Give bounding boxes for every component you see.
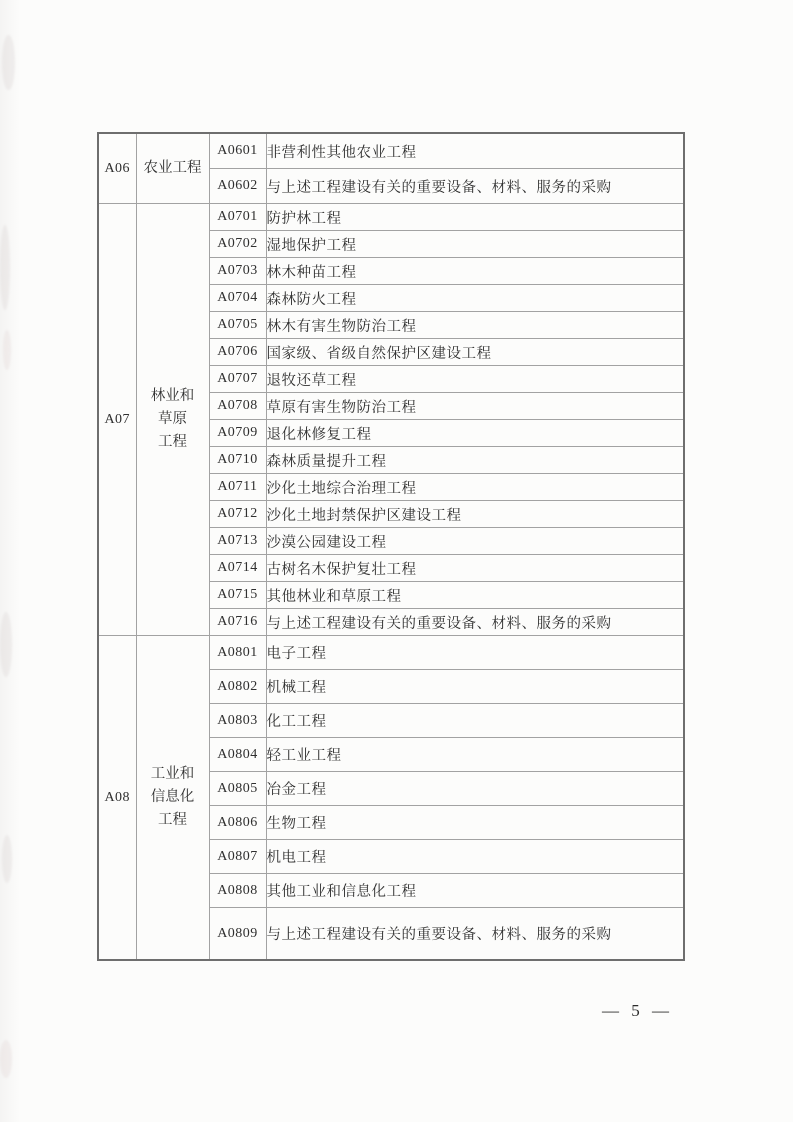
item-description: 与上述工程建设有关的重要设备、材料、服务的采购	[266, 908, 684, 961]
item-code: A0809	[209, 908, 266, 961]
item-code: A0701	[209, 204, 266, 231]
item-code: A0807	[209, 840, 266, 874]
scan-artifact	[0, 612, 12, 677]
item-description: 林木种苗工程	[266, 258, 684, 285]
item-description: 轻工业工程	[266, 738, 684, 772]
section-code: A06	[98, 133, 136, 204]
item-description: 非营利性其他农业工程	[266, 133, 684, 169]
item-description: 生物工程	[266, 806, 684, 840]
item-code: A0801	[209, 636, 266, 670]
item-code: A0713	[209, 528, 266, 555]
item-description: 其他林业和草原工程	[266, 582, 684, 609]
item-code: A0710	[209, 447, 266, 474]
item-description: 草原有害生物防治工程	[266, 393, 684, 420]
item-description: 其他工业和信息化工程	[266, 874, 684, 908]
scan-artifact	[0, 1040, 12, 1078]
item-description: 森林防火工程	[266, 285, 684, 312]
item-code: A0714	[209, 555, 266, 582]
item-description: 退牧还草工程	[266, 366, 684, 393]
item-description: 森林质量提升工程	[266, 447, 684, 474]
item-description: 机电工程	[266, 840, 684, 874]
item-code: A0703	[209, 258, 266, 285]
item-description: 沙化土地封禁保护区建设工程	[266, 501, 684, 528]
item-code: A0704	[209, 285, 266, 312]
item-code: A0705	[209, 312, 266, 339]
item-code: A0602	[209, 169, 266, 204]
table-row	[98, 133, 684, 169]
section-category: 林业和 草原 工程	[136, 204, 209, 636]
item-code: A0803	[209, 704, 266, 738]
item-description: 沙化土地综合治理工程	[266, 474, 684, 501]
item-code: A0808	[209, 874, 266, 908]
item-description: 与上述工程建设有关的重要设备、材料、服务的采购	[266, 169, 684, 204]
item-code: A0716	[209, 609, 266, 636]
item-code: A0709	[209, 420, 266, 447]
item-code: A0707	[209, 366, 266, 393]
scan-artifact	[2, 835, 12, 883]
section-code: A07	[98, 204, 136, 636]
scan-artifact	[0, 225, 10, 310]
item-code: A0708	[209, 393, 266, 420]
item-code: A0715	[209, 582, 266, 609]
item-description: 电子工程	[266, 636, 684, 670]
item-code: A0711	[209, 474, 266, 501]
classification-table	[97, 132, 685, 961]
page-number: — 5 —	[602, 1001, 670, 1020]
item-description: 林木有害生物防治工程	[266, 312, 684, 339]
item-description: 冶金工程	[266, 772, 684, 806]
item-description: 国家级、省级自然保护区建设工程	[266, 339, 684, 366]
table-row	[98, 204, 684, 231]
item-description: 化工工程	[266, 704, 684, 738]
item-code: A0712	[209, 501, 266, 528]
item-description: 防护林工程	[266, 204, 684, 231]
item-code: A0706	[209, 339, 266, 366]
scan-artifact	[2, 35, 15, 90]
section-category: 农业工程	[136, 133, 209, 204]
item-description: 古树名木保护复壮工程	[266, 555, 684, 582]
scan-artifact	[3, 330, 11, 370]
item-code: A0806	[209, 806, 266, 840]
item-description: 与上述工程建设有关的重要设备、材料、服务的采购	[266, 609, 684, 636]
item-description: 退化林修复工程	[266, 420, 684, 447]
scan-edge-shade	[0, 0, 20, 1122]
item-description: 机械工程	[266, 670, 684, 704]
item-code: A0802	[209, 670, 266, 704]
item-code: A0804	[209, 738, 266, 772]
item-code: A0601	[209, 133, 266, 169]
table-row	[98, 636, 684, 670]
item-code: A0702	[209, 231, 266, 258]
section-code: A08	[98, 636, 136, 961]
item-code: A0805	[209, 772, 266, 806]
section-category: 工业和 信息化 工程	[136, 636, 209, 961]
item-description: 湿地保护工程	[266, 231, 684, 258]
item-description: 沙漠公园建设工程	[266, 528, 684, 555]
